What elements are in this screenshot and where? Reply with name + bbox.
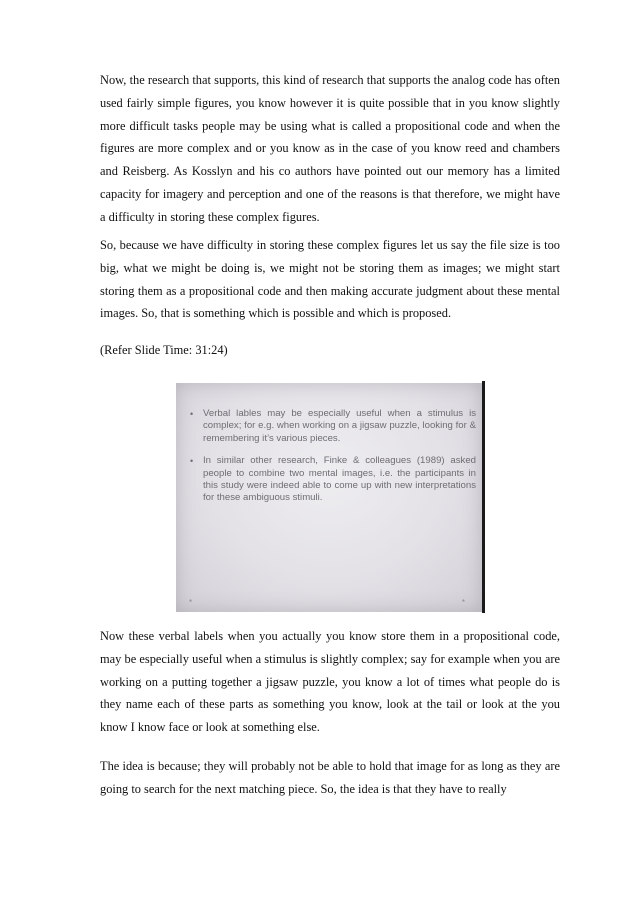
slide-bullet-list	[190, 408, 476, 515]
paragraph-idea: The idea is because; they will probably not be able to hold that image for as long as they are going to search for the next matching piece. So, the idea is that they have to really	[100, 759, 560, 796]
paragraph-analog-code: Now, the research that supports, this kind of research that supports the analog code has often used fairly simple figures, you know however it is quite possible that in you know slightly more difficult tasks people may be using what is called a propositional code and when the figures are more complex and or you know as in the case of you know reed and chambers and Reisberg. As Kosslyn and his co authors have pointed out our memory has a limited capacity for imagery and perception and one of the reasons is that therefore, we might have a difficulty in storing these complex figures.	[100, 73, 560, 224]
lecture-slide	[176, 383, 482, 612]
slide-corner-mark-right: *	[461, 598, 465, 607]
bullet-icon: •	[190, 456, 194, 467]
slide-bullet-text: Verbal lables may be especially useful when a stimulus is complex; for e.g. when working on a jigsaw puzzle, looking for & remembering it’s various pieces.	[203, 408, 476, 444]
slide-time-caption: (Refer Slide Time: 31:24)	[100, 343, 228, 357]
slide-edge-bar	[482, 381, 485, 613]
slide-bullet	[190, 408, 476, 445]
bullet-icon: •	[190, 409, 194, 419]
slide-bullet	[190, 455, 476, 505]
slide-bullet-text: In similar other research, Finke & colleagues (1989) asked people to combine two mental images, i.e. the participants in this study were indeed able to come up with new interpretations for these ambiguous stimuli.	[203, 455, 476, 504]
paragraph-file-size: So, because we have difficulty in storing these complex figures let us say the file size is too big, what we might be doing is, we might not be storing them as images; we might start storing them as a propositional code and then making accurate judgment about these mental images. So, that is something which is possible and which is proposed.	[100, 238, 560, 321]
paragraph-verbal-labels: Now these verbal labels when you actually you know store them in a propositional code, may be especially useful when a stimulus is slightly complex; say for example when you are working on a putting together a jigsaw puzzle, you know a lot of times what people do is they name each of these parts as something you know, look at the tail or look at the you know I know face or look at something else.	[100, 629, 560, 735]
slide-corner-mark-left: *	[189, 598, 193, 607]
